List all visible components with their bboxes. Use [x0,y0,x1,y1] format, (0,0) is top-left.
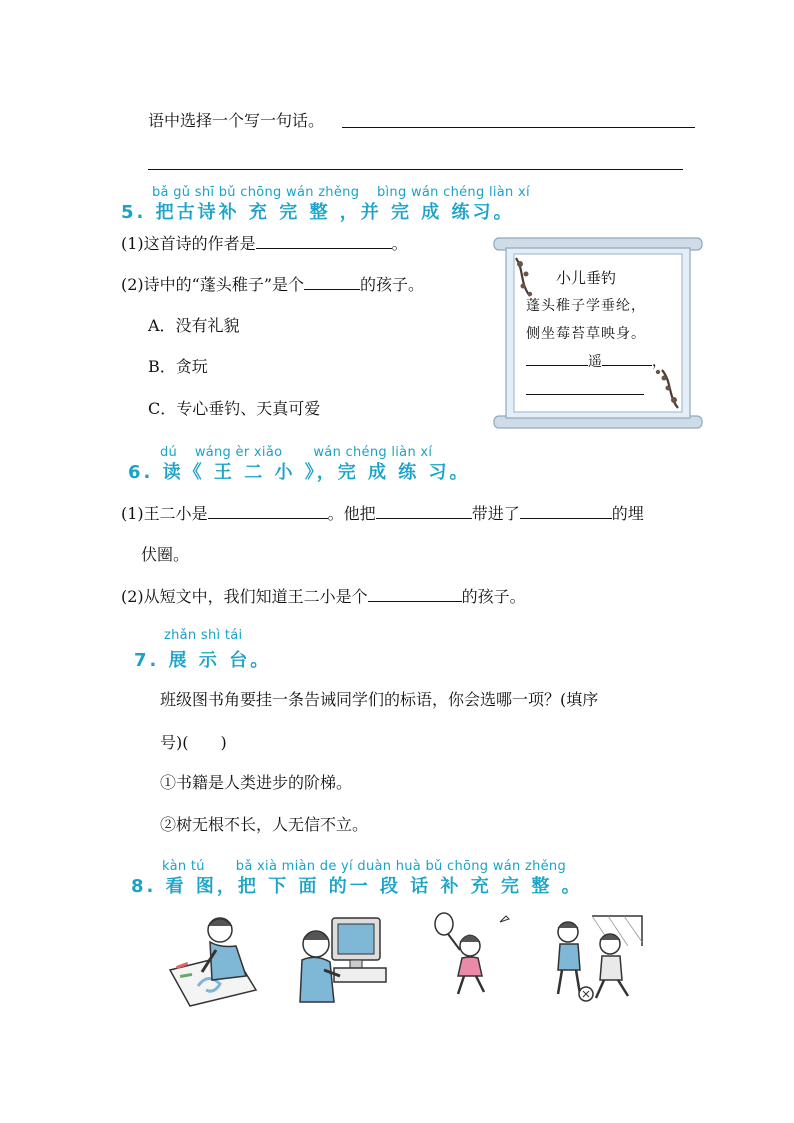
q8-number: 8. [131,876,157,897]
q5-sub1: (1)这首诗的作者是 。 [121,234,408,253]
q7-heading [134,646,271,672]
q5-sub2-blank[interactable] [304,274,360,290]
poem-blank-1[interactable] [526,352,588,366]
q6-heading [128,458,471,484]
q6-number: 6. [128,462,154,483]
answer-line-1[interactable] [342,127,695,128]
q7-number: 7. [134,650,160,671]
q7-option-1: ①书籍是人类进步的阶梯。 [160,773,353,792]
picture-football [548,910,646,1008]
picture-drawing [164,910,262,1008]
poem-title: 小儿垂钓 [556,269,617,287]
q5-title: 把古诗补 充 完 整 ，并 完 成 练习。 [155,202,515,223]
q8-pinyin: kàn tú bǎ xià miàn de yí duàn huà bǔ chōng wán zhěng [162,859,567,874]
q8-title: 看 图，把 下 面 的一 段 话 补 充 完 整 。 [165,876,583,897]
q5-sub1-blank[interactable] [256,233,392,249]
q6-blank-1[interactable] [208,503,328,519]
q6-sub1: (1)王二小是 。他把 带进了 的埋 [121,504,644,523]
q7-pinyin: zhǎn shì tái [164,628,243,643]
q7-body-1: 班级图书角要挂一条告诫同学们的标语，你会选哪一项？(填序 [160,690,599,709]
boys-football-illustration [548,910,646,1008]
picture-badminton [424,910,522,1008]
q5-option-b[interactable]: B．贪玩 [148,357,208,376]
q6-blank-3[interactable] [520,503,612,519]
poem-line-2: 侧坐莓苔草映身。 [526,326,646,342]
boy-computer-illustration [294,910,392,1008]
q6-sub2: (2)从短文中，我们知道王二小是个 的孩子。 [121,587,526,606]
q5-option-c[interactable]: C．专心垂钓、天真可爱 [148,399,321,418]
q5-sub2: (2)诗中的“蓬头稚子”是个 的孩子。 [121,275,425,294]
q5-heading [121,198,515,224]
q6-sub1-cont: 伏圈。 [141,545,190,564]
boy-drawing-illustration [164,910,262,1008]
prompt-line: 语中选择一个写一句话。 [148,111,325,130]
poem-scroll [490,236,706,430]
poem-blank-3[interactable] [526,394,644,395]
poem-line-3: 遥 ， [526,352,666,372]
poem-blank-2[interactable] [602,352,652,366]
q5-option-a[interactable]: A．没有礼貌 [148,316,240,335]
q7-option-2: ②树无根不长，人无信不立。 [160,815,369,834]
q8-heading [131,872,583,898]
q6-blank-2[interactable] [376,503,472,519]
answer-line-2[interactable] [148,169,683,170]
girl-badminton-illustration [424,910,522,1008]
q6-title: 读《 王 二 小 》，完 成 练 习。 [162,462,471,483]
q7-body-2[interactable]: 号)( ) [160,733,227,752]
picture-computer [294,910,392,1008]
q5-number: 5. [121,202,147,223]
q6-pinyin: dú wáng èr xiǎo wán chéng liàn xí [160,445,433,460]
poem-line-1: 蓬头稚子学垂纶， [526,298,646,314]
q6-blank-4[interactable] [368,586,462,602]
q5-pinyin: bǎ gǔ shī bǔ chōng wán zhěng bìng wán chéng liàn xí [152,185,530,200]
q7-title: 展 示 台。 [168,650,272,671]
